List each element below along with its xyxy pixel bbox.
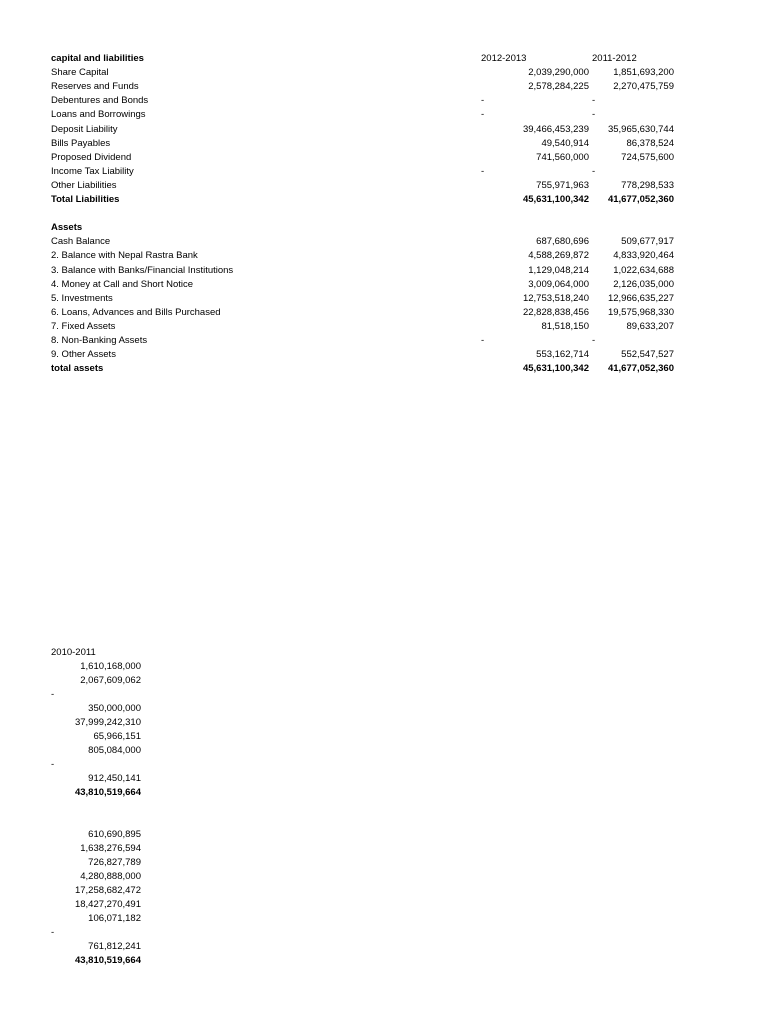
table-row	[0, 334, 768, 348]
value-2012-2013: 1,129,048,214	[528, 265, 589, 276]
value-2010-2011: 912,450,141	[88, 773, 141, 784]
table-row	[0, 66, 768, 80]
value-2011-2012: -	[592, 166, 596, 177]
total-assets-row	[0, 362, 768, 376]
table-row	[0, 165, 768, 179]
table-row	[0, 151, 768, 165]
value-2010-2011: 726,827,789	[88, 857, 141, 868]
table-row	[0, 856, 768, 870]
value-2011-2012: 724,575,600	[621, 152, 674, 163]
table-row	[0, 744, 768, 758]
section-label-assets: Assets	[51, 222, 83, 233]
value-2012-2013: 81,518,150	[541, 321, 589, 332]
table-row	[0, 926, 768, 940]
row-label: 7. Fixed Assets	[51, 321, 116, 332]
total-liabilities-2010-2011	[0, 786, 768, 800]
row-label: Proposed Dividend	[51, 152, 132, 163]
value-2012-2013: 22,828,838,456	[522, 307, 589, 318]
table-row	[0, 179, 768, 193]
column-header-2010-2011: 2010-2011	[51, 647, 96, 658]
value-2011-2012: 1,851,693,200	[613, 67, 674, 78]
value-2012-2013: 687,680,696	[536, 236, 589, 247]
table-row	[0, 137, 768, 151]
table-row	[0, 235, 768, 249]
row-label: Loans and Borrowings	[51, 109, 146, 120]
column-header-2011-2012: 2011-2012	[592, 53, 637, 64]
value-2010-2011: 2,067,609,062	[80, 675, 141, 686]
table-row	[0, 828, 768, 842]
column-header-2012-2013: 2012-2013	[481, 53, 527, 64]
value-2010-2011: 43,810,519,664	[74, 787, 141, 798]
row-label: Total Liabilities	[51, 194, 120, 205]
row-label: 8. Non-Banking Assets	[51, 335, 148, 346]
row-label: Cash Balance	[51, 236, 111, 247]
row-label: Other Liabilities	[51, 180, 117, 191]
value-2011-2012: 41,677,052,360	[607, 363, 674, 374]
value-2011-2012: 12,966,635,227	[607, 293, 674, 304]
value-2011-2012: 2,270,475,759	[613, 81, 674, 92]
value-2010-2011: 761,812,241	[88, 941, 141, 952]
value-2012-2013: 741,560,000	[536, 152, 589, 163]
value-2010-2011: 43,810,519,664	[74, 955, 141, 966]
header-row	[0, 52, 768, 66]
value-2011-2012: -	[592, 95, 596, 106]
table-row	[0, 702, 768, 716]
row-label: Debentures and Bonds	[51, 95, 149, 106]
table-row	[0, 730, 768, 744]
row-label: 4. Money at Call and Short Notice	[51, 279, 194, 290]
value-2010-2011: -	[51, 689, 55, 700]
table-row	[0, 870, 768, 884]
value-2010-2011: 4,280,888,000	[80, 871, 141, 882]
table-row	[0, 912, 768, 926]
value-2012-2013: 3,009,064,000	[528, 279, 589, 290]
table-row	[0, 688, 768, 702]
value-2010-2011: 17,258,682,472	[74, 885, 141, 896]
table-row	[0, 348, 768, 362]
value-2012-2013: 755,971,963	[536, 180, 589, 191]
table-row	[0, 306, 768, 320]
row-label: Bills Payables	[51, 138, 111, 149]
total-liabilities-row	[0, 193, 768, 207]
value-2011-2012: -	[592, 335, 596, 346]
value-2012-2013: 39,466,453,239	[522, 124, 589, 135]
value-2012-2013: 4,588,269,872	[528, 250, 589, 261]
value-2010-2011: 18,427,270,491	[74, 899, 141, 910]
table-row	[0, 320, 768, 334]
value-2010-2011: -	[51, 759, 55, 770]
table-row	[0, 940, 768, 954]
value-2011-2012: 41,677,052,360	[607, 194, 674, 205]
table-row	[0, 674, 768, 688]
table-row	[0, 123, 768, 137]
value-2010-2011: 37,999,242,310	[74, 717, 141, 728]
row-label: Reserves and Funds	[51, 81, 139, 92]
value-2012-2013: -	[481, 335, 485, 346]
value-2011-2012: 778,298,533	[621, 180, 674, 191]
table-row	[0, 80, 768, 94]
table-row	[0, 94, 768, 108]
row-label: 9. Other Assets	[51, 349, 116, 360]
table-row	[0, 884, 768, 898]
value-2010-2011: 610,690,895	[88, 829, 141, 840]
value-2011-2012: 4,833,920,464	[613, 250, 674, 261]
total-assets-2010-2011	[0, 954, 768, 968]
row-label: Deposit Liability	[51, 124, 118, 135]
value-2011-2012: 2,126,035,000	[613, 279, 674, 290]
value-2012-2013: 49,540,914	[541, 138, 589, 149]
table-row	[0, 772, 768, 786]
value-2011-2012: 35,965,630,744	[607, 124, 674, 135]
value-2012-2013: 45,631,100,342	[522, 194, 589, 205]
value-2012-2013: 45,631,100,342	[522, 363, 589, 374]
value-2012-2013: -	[481, 166, 485, 177]
value-2011-2012: 552,547,527	[621, 349, 674, 360]
row-label: Share Capital	[51, 67, 109, 78]
value-2012-2013: 12,753,518,240	[522, 293, 589, 304]
table-row	[0, 264, 768, 278]
value-2010-2011: 805,084,000	[88, 745, 141, 756]
table-row	[0, 292, 768, 306]
table-row	[0, 842, 768, 856]
table-row	[0, 108, 768, 122]
assets-heading-row	[0, 221, 768, 235]
row-label: 2. Balance with Nepal Rastra Bank	[51, 250, 198, 261]
value-2010-2011: 350,000,000	[88, 703, 141, 714]
section-label-capital-liabilities: capital and liabilities	[51, 53, 144, 64]
value-2012-2013: -	[481, 95, 485, 106]
table-row	[0, 660, 768, 674]
value-2010-2011: 65,966,151	[93, 731, 141, 742]
value-2011-2012: 89,633,207	[626, 321, 674, 332]
table-row	[0, 278, 768, 292]
row-label: Income Tax Liability	[51, 166, 134, 177]
value-2011-2012: -	[592, 109, 596, 120]
value-2010-2011: 1,638,276,594	[80, 843, 141, 854]
value-2012-2013: 2,039,290,000	[528, 67, 589, 78]
table-row	[0, 716, 768, 730]
header-row-2010-2011	[0, 646, 768, 660]
value-2010-2011: 106,071,182	[88, 913, 141, 924]
value-2011-2012: 509,677,917	[621, 236, 674, 247]
row-label: 3. Balance with Banks/Financial Institutions	[51, 265, 234, 276]
value-2012-2013: 553,162,714	[536, 349, 589, 360]
row-label: 6. Loans, Advances and Bills Purchased	[51, 307, 221, 318]
value-2010-2011: -	[51, 927, 55, 938]
row-label: total assets	[51, 363, 104, 374]
value-2011-2012: 86,378,524	[626, 138, 674, 149]
value-2011-2012: 1,022,634,688	[613, 265, 674, 276]
table-row	[0, 249, 768, 263]
row-label: 5. Investments	[51, 293, 113, 304]
value-2012-2013: -	[481, 109, 485, 120]
table-row	[0, 758, 768, 772]
value-2012-2013: 2,578,284,225	[528, 81, 589, 92]
value-2010-2011: 1,610,168,000	[80, 661, 141, 672]
table-row	[0, 898, 768, 912]
value-2011-2012: 19,575,968,330	[607, 307, 674, 318]
